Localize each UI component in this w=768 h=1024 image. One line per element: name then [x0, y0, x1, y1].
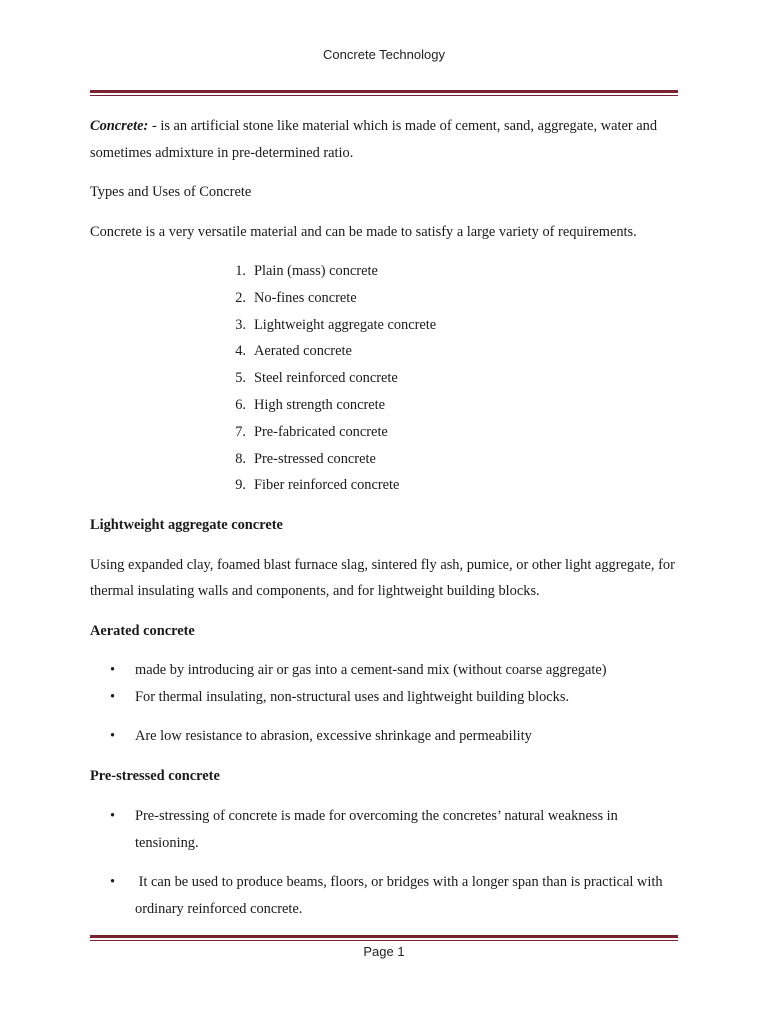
definition-text: - is an artificial stone like material which is made of cement, sand, aggregate, water and sometimes admixture in pre-determined ratio.	[90, 118, 658, 161]
bullet-icon: •	[109, 728, 116, 745]
list-item	[90, 365, 680, 392]
list-item	[90, 419, 680, 446]
lightweight-paragraph: Using expanded clay, foamed blast furnace slag, sintered fly ash, pumice, or other light aggregate, for thermal insulating walls and components, and for lightweight building blocks.	[90, 556, 675, 600]
bullet-icon: •	[109, 807, 116, 824]
list-label: Fiber reinforced concrete	[254, 477, 400, 494]
list-label: No-fines concrete	[254, 289, 357, 306]
versatile-paragraph: Concrete is a very versatile material and can be made to satisfy a large variety of requirements.	[90, 223, 637, 240]
list-item	[90, 285, 680, 312]
list-item: • For thermal insulating, non-structural uses and lightweight building blocks.	[90, 684, 680, 711]
aerated-bullets	[90, 657, 680, 750]
list-number: 6.	[235, 396, 246, 413]
list-item: • made by introducing air or gas into a cement-sand mix (without coarse aggregate)	[90, 657, 680, 684]
list-item: • Are low resistance to abrasion, excessive shrinkage and permeability	[90, 723, 680, 750]
list-item	[90, 392, 680, 419]
bullet-icon: •	[109, 689, 116, 706]
list-item: • Pre-stressing of concrete is made for overcoming the concretes’ natural weakness in tensioning.	[90, 803, 680, 857]
list-item: • It can be used to produce beams, floors, or bridges with a longer span than is practical with ordinary reinforced concrete.	[90, 869, 680, 923]
list-number: 9.	[235, 477, 246, 494]
lightweight-heading: Lightweight aggregate concrete	[90, 517, 283, 534]
list-number: 7.	[235, 423, 246, 440]
list-item	[90, 258, 680, 285]
list-number: 4.	[235, 343, 246, 360]
prestressed-heading: Pre-stressed concrete	[90, 768, 220, 785]
footer-divider	[90, 935, 678, 941]
header-divider	[90, 90, 678, 96]
list-number: 5.	[235, 370, 246, 387]
types-list	[90, 258, 680, 499]
list-label: Plain (mass) concrete	[254, 263, 378, 279]
list-number: 3.	[235, 316, 246, 333]
list-item	[90, 338, 680, 365]
bullet-icon: •	[109, 662, 116, 679]
list-number: 1.	[235, 263, 246, 279]
concrete-definition	[90, 113, 680, 166]
bullet-icon: •	[109, 873, 116, 890]
definition-term: Concrete:	[90, 118, 149, 134]
document-body	[90, 113, 680, 936]
list-number: 8.	[235, 450, 246, 467]
list-item	[90, 312, 680, 339]
list-label: Pre-stressed concrete	[254, 450, 376, 467]
list-label: Steel reinforced concrete	[254, 370, 398, 387]
list-label: Aerated concrete	[254, 343, 352, 360]
list-label: Lightweight aggregate concrete	[254, 316, 437, 333]
list-item	[90, 446, 680, 473]
types-heading: Types and Uses of Concrete	[90, 184, 252, 200]
page-number: Page 1	[363, 944, 405, 959]
page-header: Concrete Technology	[323, 47, 445, 62]
list-item	[90, 472, 680, 499]
list-number: 2.	[235, 289, 246, 306]
list-label: High strength concrete	[254, 396, 386, 413]
prestressed-bullets	[90, 803, 680, 923]
list-label: Pre-fabricated concrete	[254, 423, 388, 440]
aerated-heading: Aerated concrete	[90, 622, 195, 639]
